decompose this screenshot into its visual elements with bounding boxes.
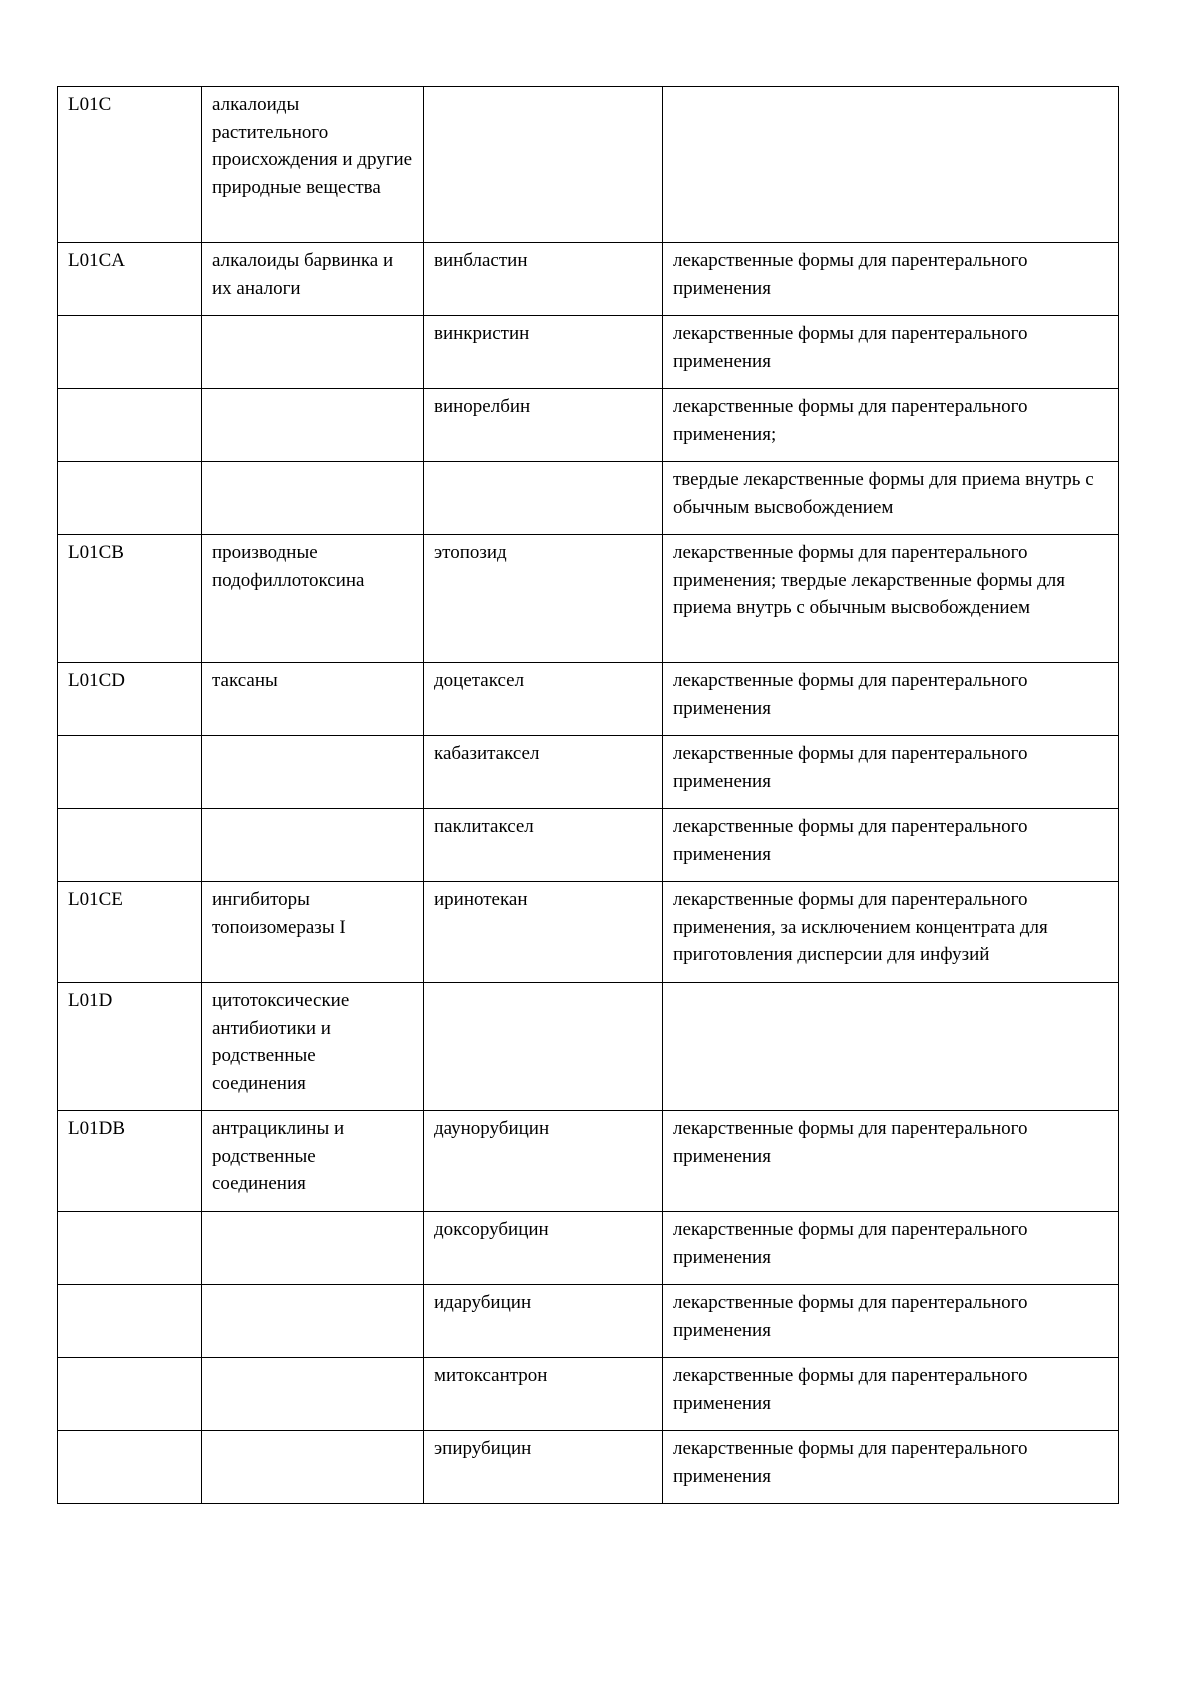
- atc-code-cell: L01C: [58, 87, 202, 243]
- table-row: [58, 983, 1119, 1111]
- table-row: [58, 1358, 1119, 1431]
- atc-code-cell: L01D: [58, 983, 202, 1111]
- table-row: [58, 736, 1119, 809]
- atc-code-cell: L01DB: [58, 1111, 202, 1212]
- pharmacological-group-cell: [202, 389, 424, 462]
- pharmacological-group-cell: антрациклины и родственные соединения: [202, 1111, 424, 1212]
- table-body: [58, 87, 1119, 1504]
- dosage-form-cell: лекарственные формы для парентерального применения: [663, 1111, 1119, 1212]
- table-row: [58, 389, 1119, 462]
- drug-name-cell: идарубицин: [424, 1285, 663, 1358]
- atc-code-cell: [58, 462, 202, 535]
- atc-code-cell: [58, 1431, 202, 1504]
- table-row: [58, 316, 1119, 389]
- drug-name-cell: [424, 87, 663, 243]
- atc-code-cell: [58, 1358, 202, 1431]
- drug-name-cell: винбластин: [424, 243, 663, 316]
- pharmacological-group-cell: цитотоксические антибиотики и родственные соединения: [202, 983, 424, 1111]
- atc-code-cell: [58, 1212, 202, 1285]
- pharmacological-group-cell: [202, 1285, 424, 1358]
- table-row: [58, 535, 1119, 663]
- table-row: [58, 462, 1119, 535]
- drug-name-cell: митоксантрон: [424, 1358, 663, 1431]
- atc-code-cell: L01CB: [58, 535, 202, 663]
- dosage-form-cell: лекарственные формы для парентерального применения; твердые лекарственные формы для приема внутрь с обычным высвобождением: [663, 535, 1119, 663]
- pharmacological-group-cell: [202, 1358, 424, 1431]
- drug-name-cell: [424, 462, 663, 535]
- drug-name-cell: винорелбин: [424, 389, 663, 462]
- dosage-form-cell: лекарственные формы для парентерального применения: [663, 243, 1119, 316]
- dosage-form-cell: [663, 983, 1119, 1111]
- atc-code-cell: [58, 1285, 202, 1358]
- drug-name-cell: этопозид: [424, 535, 663, 663]
- table-row: [58, 1431, 1119, 1504]
- atc-code-cell: L01CE: [58, 882, 202, 983]
- dosage-form-cell: твердые лекарственные формы для приема внутрь с обычным высвобождением: [663, 462, 1119, 535]
- dosage-form-cell: [663, 87, 1119, 243]
- atc-code-cell: [58, 809, 202, 882]
- pharmacological-group-cell: алкалоиды растительного происхождения и другие природные вещества: [202, 87, 424, 243]
- atc-code-cell: [58, 736, 202, 809]
- table-row: [58, 1212, 1119, 1285]
- table-row: [58, 663, 1119, 736]
- dosage-form-cell: лекарственные формы для парентерального применения: [663, 1285, 1119, 1358]
- drug-classification-table: [57, 86, 1119, 1504]
- drug-name-cell: [424, 983, 663, 1111]
- drug-name-cell: винкристин: [424, 316, 663, 389]
- pharmacological-group-cell: [202, 1212, 424, 1285]
- drug-name-cell: иринотекан: [424, 882, 663, 983]
- dosage-form-cell: лекарственные формы для парентерального применения: [663, 1358, 1119, 1431]
- drug-name-cell: эпирубицин: [424, 1431, 663, 1504]
- table-row: [58, 882, 1119, 983]
- pharmacological-group-cell: производные подофиллотоксина: [202, 535, 424, 663]
- drug-name-cell: доцетаксел: [424, 663, 663, 736]
- drug-name-cell: паклитаксел: [424, 809, 663, 882]
- table-row: [58, 1285, 1119, 1358]
- dosage-form-cell: лекарственные формы для парентерального применения: [663, 663, 1119, 736]
- drug-name-cell: доксорубицин: [424, 1212, 663, 1285]
- pharmacological-group-cell: [202, 736, 424, 809]
- atc-code-cell: [58, 389, 202, 462]
- atc-code-cell: L01CD: [58, 663, 202, 736]
- table-row: [58, 1111, 1119, 1212]
- pharmacological-group-cell: [202, 1431, 424, 1504]
- dosage-form-cell: лекарственные формы для парентерального применения: [663, 1212, 1119, 1285]
- pharmacological-group-cell: таксаны: [202, 663, 424, 736]
- dosage-form-cell: лекарственные формы для парентерального применения: [663, 809, 1119, 882]
- drug-name-cell: даунорубицин: [424, 1111, 663, 1212]
- atc-code-cell: [58, 316, 202, 389]
- dosage-form-cell: лекарственные формы для парентерального применения: [663, 316, 1119, 389]
- dosage-form-cell: лекарственные формы для парентерального применения;: [663, 389, 1119, 462]
- dosage-form-cell: лекарственные формы для парентерального применения, за исключением концентрата для приготовления дисперсии для инфузий: [663, 882, 1119, 983]
- dosage-form-cell: лекарственные формы для парентерального применения: [663, 1431, 1119, 1504]
- atc-code-cell: L01CA: [58, 243, 202, 316]
- table-row: [58, 243, 1119, 316]
- table-row: [58, 87, 1119, 243]
- pharmacological-group-cell: [202, 462, 424, 535]
- pharmacological-group-cell: ингибиторы топоизомеразы I: [202, 882, 424, 983]
- pharmacological-group-cell: алкалоиды барвинка и их аналоги: [202, 243, 424, 316]
- table-row: [58, 809, 1119, 882]
- dosage-form-cell: лекарственные формы для парентерального применения: [663, 736, 1119, 809]
- pharmacological-group-cell: [202, 809, 424, 882]
- drug-name-cell: кабазитаксел: [424, 736, 663, 809]
- pharmacological-group-cell: [202, 316, 424, 389]
